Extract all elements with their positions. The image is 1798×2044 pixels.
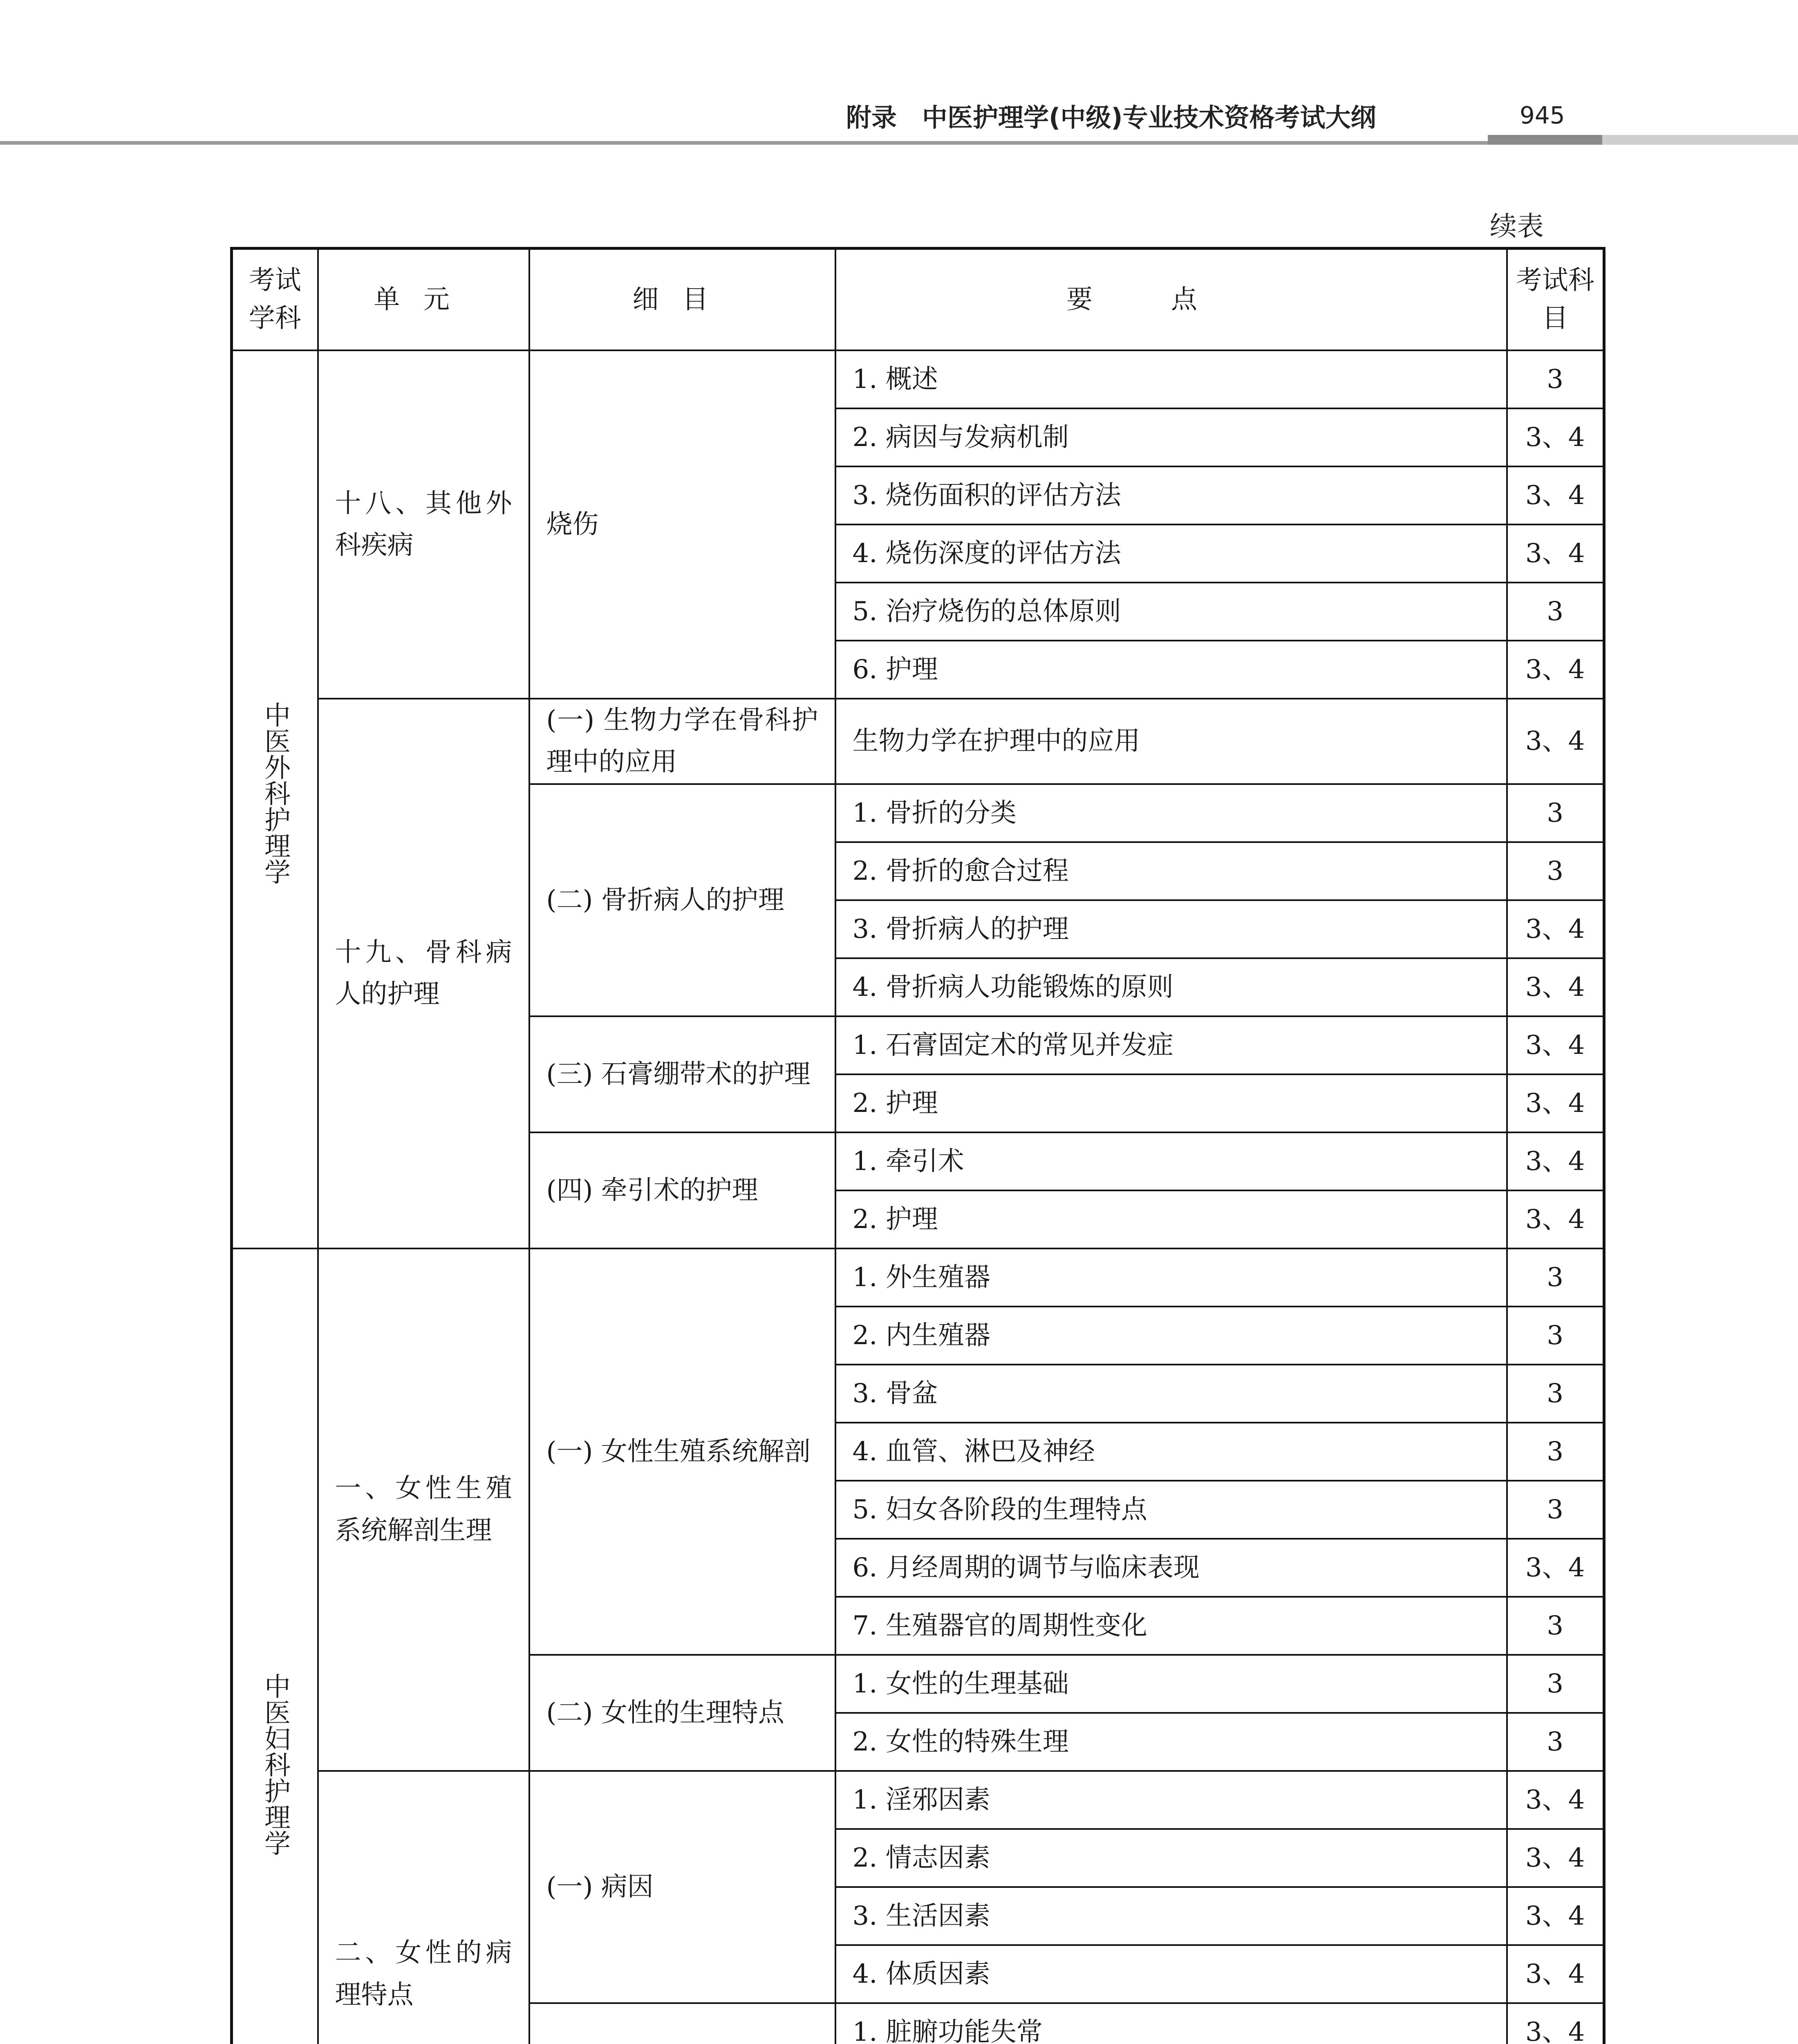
point-cell: 1. 外生殖器 bbox=[835, 1248, 1507, 1307]
header-detail-label: 细目 bbox=[632, 284, 732, 315]
level-cell: 3 bbox=[1507, 350, 1604, 408]
point-cell: 2. 护理 bbox=[835, 1190, 1507, 1248]
level-cell: 3 bbox=[1507, 1597, 1604, 1655]
point-cell: 4. 烧伤深度的评估方法 bbox=[835, 524, 1507, 583]
unit-cell: 一、女性生殖系统解剖生理 bbox=[318, 1248, 529, 1771]
level-cell: 3 bbox=[1507, 1481, 1604, 1539]
point-cell: 6. 月经周期的调节与临床表现 bbox=[835, 1539, 1507, 1597]
level-cell: 3 bbox=[1507, 784, 1604, 842]
subject-cell bbox=[232, 350, 318, 1248]
point-cell: 1. 骨折的分类 bbox=[835, 784, 1507, 842]
table-row bbox=[232, 699, 1604, 784]
point-cell: 6. 护理 bbox=[835, 641, 1507, 699]
level-cell: 3 bbox=[1507, 1307, 1604, 1365]
subject-cell bbox=[232, 1248, 318, 2044]
level-cell: 3、4 bbox=[1507, 1945, 1604, 2003]
point-cell: 1. 淫邪因素 bbox=[835, 1771, 1507, 1829]
header-points-label: 要点 bbox=[1066, 284, 1276, 315]
level-cell: 3 bbox=[1507, 583, 1604, 641]
point-cell: 4. 骨折病人功能锻炼的原则 bbox=[835, 958, 1507, 1016]
level-cell: 3 bbox=[1507, 842, 1604, 900]
point-cell: 1. 概述 bbox=[835, 350, 1507, 408]
point-cell: 2. 病因与发病机制 bbox=[835, 408, 1507, 466]
detail-cell: (四) 牵引术的护理 bbox=[529, 1132, 835, 1248]
header-level bbox=[1507, 249, 1604, 351]
header-subject-label: 考试学科 bbox=[249, 265, 301, 334]
level-cell: 3、4 bbox=[1507, 1016, 1604, 1074]
level-cell: 3 bbox=[1507, 1423, 1604, 1481]
level-cell: 3、4 bbox=[1507, 641, 1604, 699]
level-cell: 3、4 bbox=[1507, 524, 1604, 583]
level-cell: 3、4 bbox=[1507, 958, 1604, 1016]
detail-cell: (三) 石膏绷带术的护理 bbox=[529, 1016, 835, 1132]
point-cell: 3. 生活因素 bbox=[835, 1887, 1507, 1945]
point-cell: 4. 血管、淋巴及神经 bbox=[835, 1423, 1507, 1481]
level-cell: 3、4 bbox=[1507, 466, 1604, 524]
unit-cell: 二、女性的病理特点 bbox=[318, 1771, 529, 2044]
detail-cell: (一) 病因 bbox=[529, 1771, 835, 2003]
table-row bbox=[232, 1248, 1604, 1307]
level-cell: 3、4 bbox=[1507, 1190, 1604, 1248]
point-cell: 1. 女性的生理基础 bbox=[835, 1655, 1507, 1713]
detail-cell: (一) 生物力学在骨科护理中的应用 bbox=[529, 699, 835, 784]
header-unit bbox=[318, 249, 529, 351]
point-cell: 5. 治疗烧伤的总体原则 bbox=[835, 583, 1507, 641]
running-header bbox=[0, 0, 1798, 155]
subject-name: 中医妇科护理学 bbox=[260, 1672, 290, 1856]
unit-cell: 十八、其他外科疾病 bbox=[318, 350, 529, 699]
point-cell: 3. 骨折病人的护理 bbox=[835, 900, 1507, 958]
detail-cell bbox=[529, 2003, 835, 2044]
detail-cell: (二) 骨折病人的护理 bbox=[529, 784, 835, 1016]
point-cell: 2. 女性的特殊生理 bbox=[835, 1713, 1507, 1771]
level-cell: 3、4 bbox=[1507, 2003, 1604, 2044]
detail-cell: (一) 女性生殖系统解剖 bbox=[529, 1248, 835, 1655]
continued-label: 续表 bbox=[1490, 211, 1544, 242]
point-cell: 2. 内生殖器 bbox=[835, 1307, 1507, 1365]
unit-cell: 十九、骨科病人的护理 bbox=[318, 699, 529, 1248]
detail-cell: 烧伤 bbox=[529, 350, 835, 699]
point-cell: 1. 脏腑功能失常 bbox=[835, 2003, 1507, 2044]
table-header bbox=[232, 249, 1604, 351]
point-cell: 1. 石膏固定术的常见并发症 bbox=[835, 1016, 1507, 1074]
level-cell: 3 bbox=[1507, 1365, 1604, 1423]
point-cell: 2. 情志因素 bbox=[835, 1829, 1507, 1887]
syllabus-table bbox=[230, 247, 1605, 2044]
level-cell: 3、4 bbox=[1507, 1771, 1604, 1829]
level-cell: 3、4 bbox=[1507, 699, 1604, 784]
running-head-title: 附录 中医护理学(中级)专业技术资格考试大纲 bbox=[846, 103, 1376, 132]
header-rule-tail bbox=[1602, 135, 1798, 145]
table-row bbox=[232, 1771, 1604, 1829]
level-cell: 3 bbox=[1507, 1655, 1604, 1713]
point-cell: 5. 妇女各阶段的生理特点 bbox=[835, 1481, 1507, 1539]
point-cell: 生物力学在护理中的应用 bbox=[835, 699, 1507, 784]
detail-cell: (二) 女性的生理特点 bbox=[529, 1655, 835, 1771]
header-unit-label: 单元 bbox=[374, 284, 473, 315]
level-cell: 3 bbox=[1507, 1713, 1604, 1771]
point-cell: 3. 骨盆 bbox=[835, 1365, 1507, 1423]
level-cell: 3、4 bbox=[1507, 900, 1604, 958]
header-rule-accent bbox=[1488, 135, 1602, 145]
table-body bbox=[232, 350, 1604, 2044]
page-number: 945 bbox=[1520, 101, 1565, 129]
level-cell: 3、4 bbox=[1507, 408, 1604, 466]
table-row bbox=[232, 350, 1604, 408]
header-row bbox=[232, 249, 1604, 351]
subject-name: 中医外科护理学 bbox=[260, 702, 290, 885]
level-cell: 3 bbox=[1507, 1248, 1604, 1307]
level-cell: 3、4 bbox=[1507, 1539, 1604, 1597]
point-cell: 7. 生殖器官的周期性变化 bbox=[835, 1597, 1507, 1655]
point-cell: 4. 体质因素 bbox=[835, 1945, 1507, 2003]
point-cell: 2. 护理 bbox=[835, 1074, 1507, 1132]
header-detail bbox=[529, 249, 835, 351]
point-cell: 3. 烧伤面积的评估方法 bbox=[835, 466, 1507, 524]
header-level-label: 考试科目 bbox=[1516, 265, 1594, 334]
level-cell: 3、4 bbox=[1507, 1132, 1604, 1190]
header-points bbox=[835, 249, 1507, 351]
point-cell: 1. 牵引术 bbox=[835, 1132, 1507, 1190]
level-cell: 3、4 bbox=[1507, 1829, 1604, 1887]
header-subject bbox=[232, 249, 318, 351]
level-cell: 3、4 bbox=[1507, 1074, 1604, 1132]
point-cell: 2. 骨折的愈合过程 bbox=[835, 842, 1507, 900]
level-cell: 3、4 bbox=[1507, 1887, 1604, 1945]
